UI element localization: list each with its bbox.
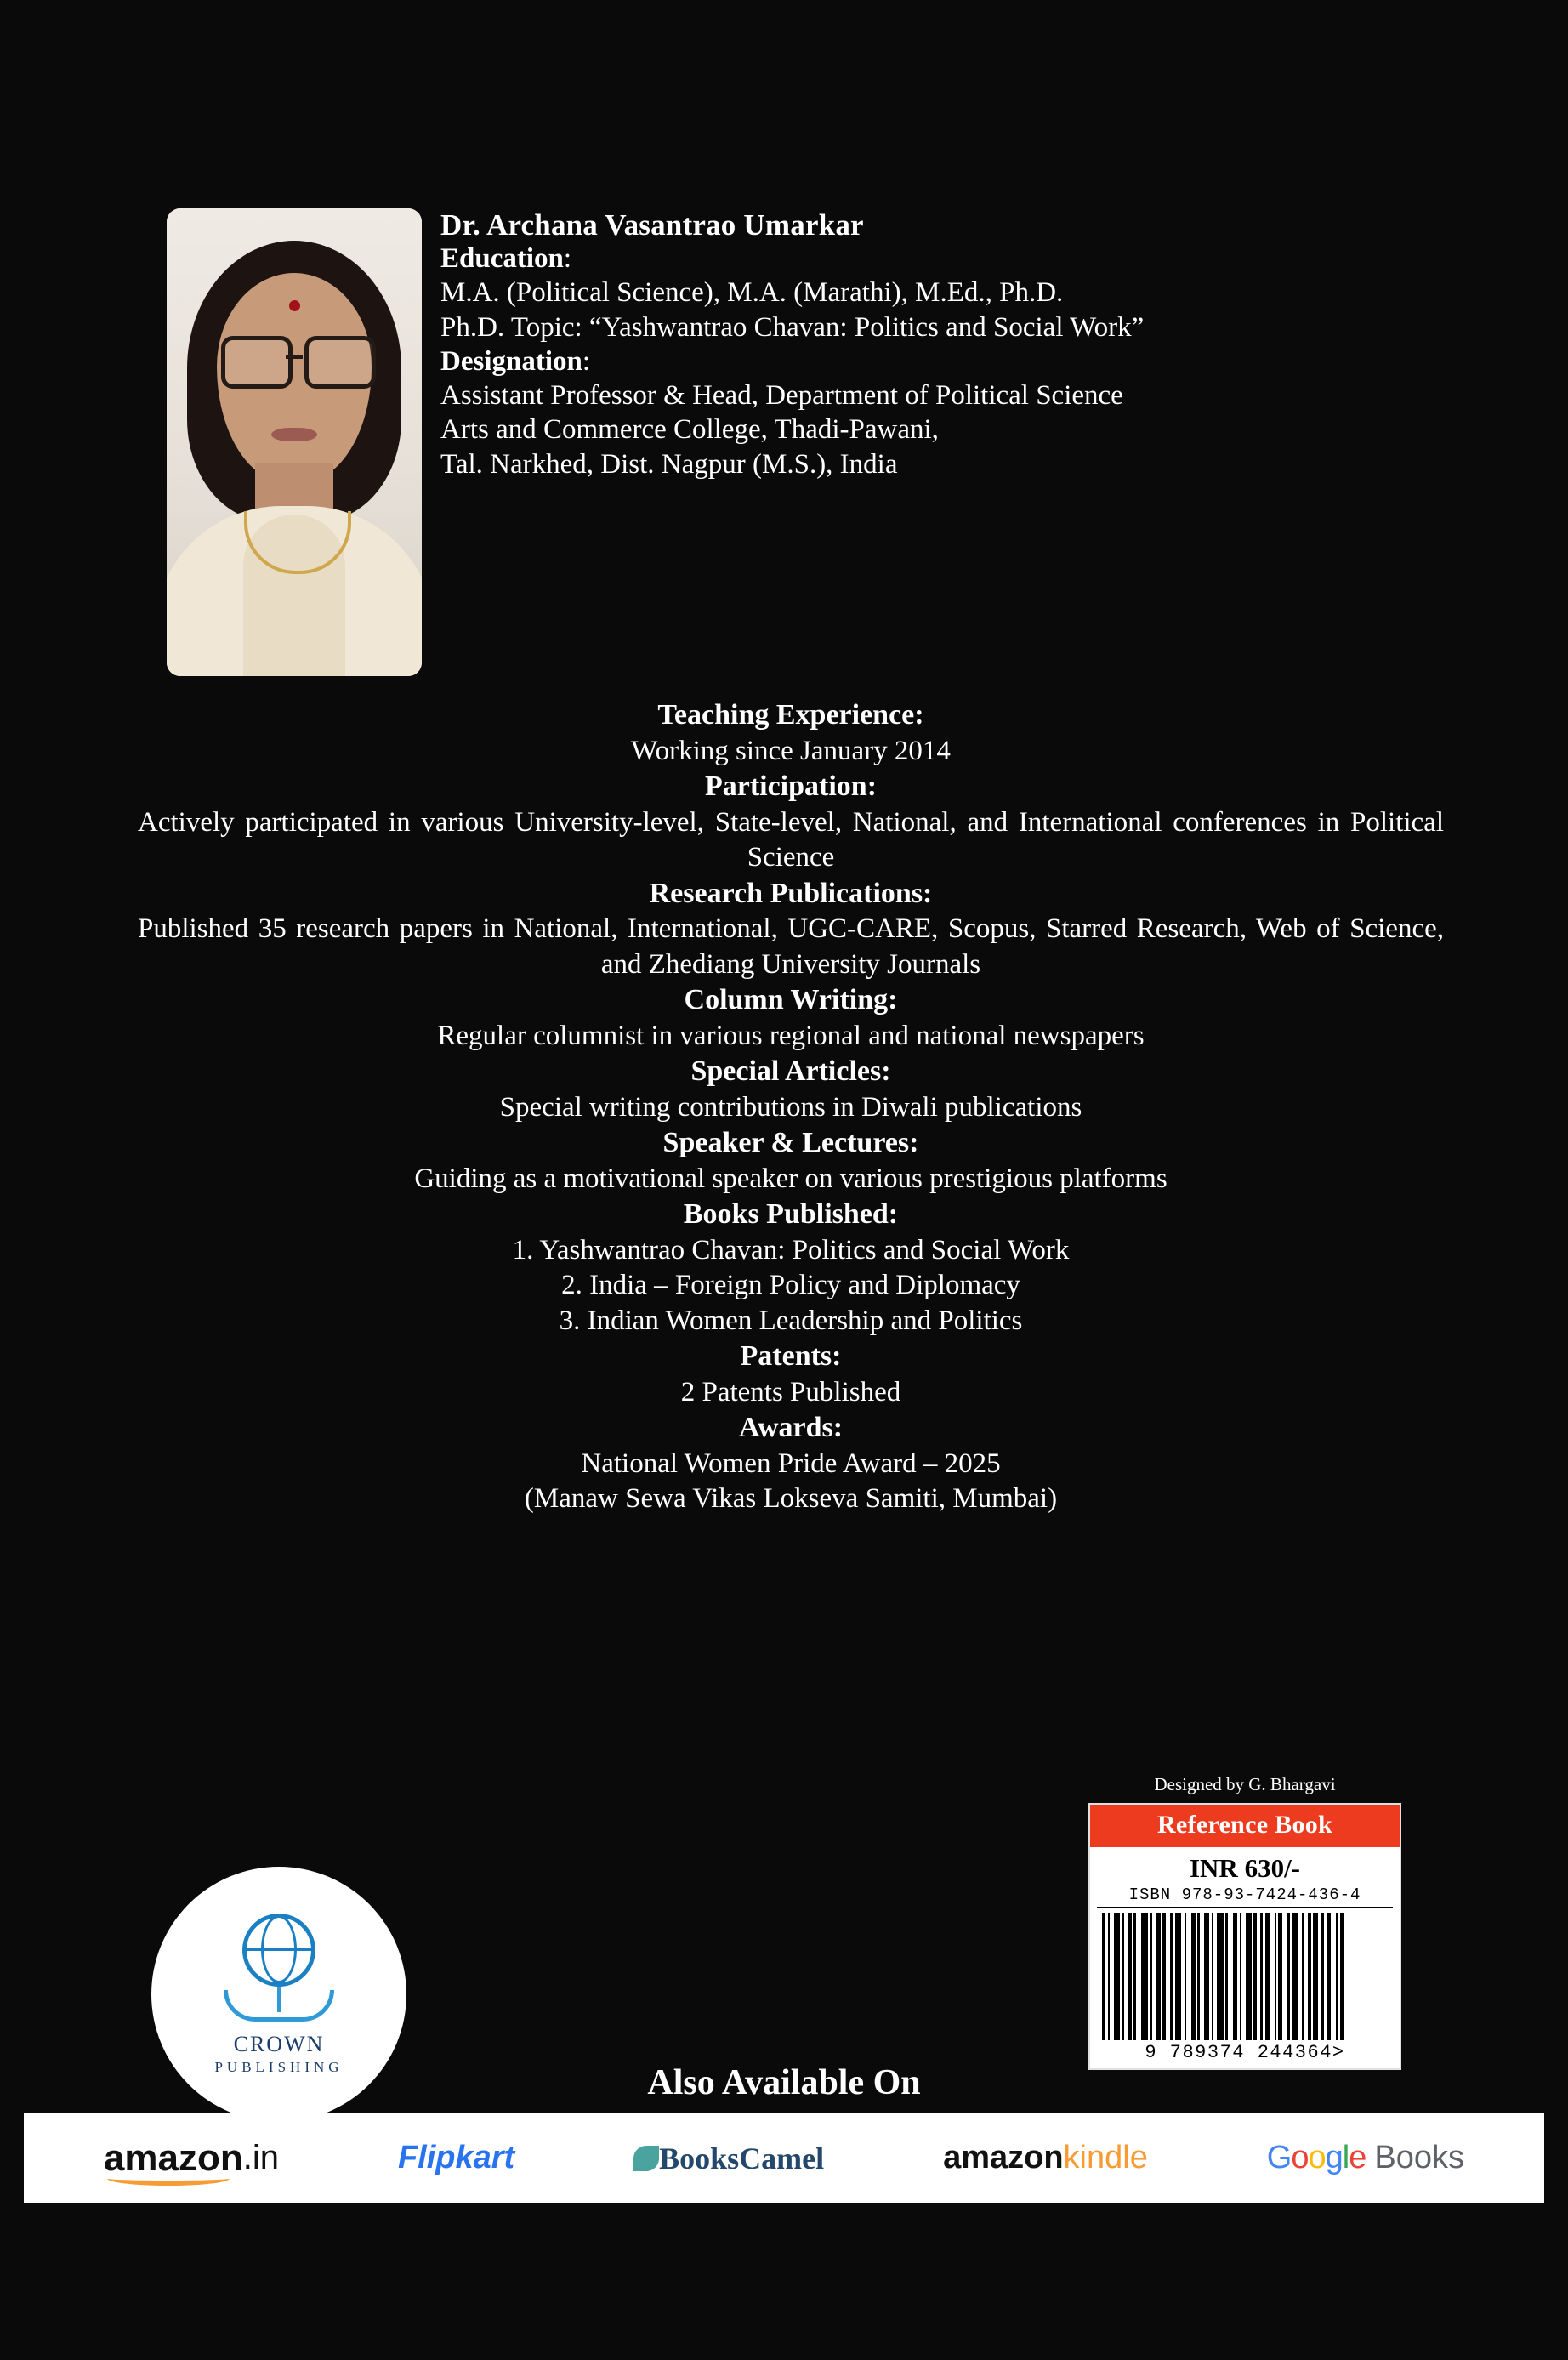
section-heading-teaching: Teaching Experience: (657, 699, 924, 731)
section-heading-books: Books Published: (683, 1198, 899, 1231)
store-logo-bar (24, 2113, 1544, 2203)
author-photo (167, 208, 422, 676)
barcode-end-marker: > (1332, 2042, 1345, 2063)
store-amazon-in[interactable] (103, 2136, 280, 2179)
section-body-research: Published 35 research papers in National, International, UGC-CARE, Scopus, Starred Research, Web of Science, and Zhediang University Journals (138, 913, 1444, 980)
college-address: Tal. Narkhed, Dist. Nagpur (M.S.), India (440, 448, 898, 480)
section-heading-participation: Participation: (704, 771, 878, 803)
portrait-lips (271, 428, 317, 441)
section-body-column: Regular columnist in various regional and national newspapers (437, 1020, 1145, 1051)
section-body-participation: Actively participated in various University-level, State-level, National, and International conferences in Political Science (138, 806, 1444, 873)
phd-topic: Ph.D. Topic: “Yashwantrao Chavan: Politics and Social Work” (440, 311, 1145, 343)
list-item: 3. Indian Women Leadership and Politics (559, 1305, 1023, 1336)
portrait-bindi (289, 300, 300, 311)
publisher-subtitle: PUBLISHING (214, 2058, 344, 2075)
portrait-glasses-left (221, 336, 293, 389)
section-heading-speaker: Speaker & Lectures: (662, 1127, 919, 1159)
store-bookscamel[interactable] (633, 2141, 824, 2176)
portrait-image (167, 208, 422, 676)
google-wordmark: Google (1266, 2140, 1366, 2175)
leaf-icon (633, 2146, 659, 2171)
google-books-word: Books (1374, 2140, 1464, 2175)
bookscamel-wordmark: BooksCamel (659, 2141, 825, 2175)
books-list (128, 1233, 1454, 1339)
colon: : (563, 243, 572, 275)
also-available-title: Also Available On (647, 2063, 921, 2102)
list-item: 2. India – Foreign Policy and Diplomacy (561, 1270, 1020, 1301)
category-badge: Reference Book (1090, 1805, 1400, 1847)
amazon-wordmark: amazon (103, 2136, 243, 2179)
education-value: M.A. (Political Science), M.A. (Marathi), M.Ed., Ph.D. (440, 277, 1064, 309)
section-heading-awards: Awards: (738, 1412, 844, 1444)
author-block (167, 208, 1412, 676)
open-book-icon (224, 1990, 334, 2022)
section-heading-research: Research Publications: (649, 877, 933, 909)
barcode-image (1102, 1913, 1388, 2040)
portrait-glasses-right (304, 336, 376, 389)
author-details (440, 208, 1412, 481)
section-body-articles: Special writing contributions in Diwali publications (499, 1091, 1082, 1123)
college-name: Arts and Commerce College, Thadi-Pawani, (440, 414, 939, 446)
award-line-1: National Women Pride Award – 2025 (581, 1447, 1001, 1479)
flipkart-wordmark: Flipkart (397, 2140, 515, 2175)
award-line-2: (Manaw Sewa Vikas Lokseva Samiti, Mumbai) (524, 1483, 1058, 1515)
publisher-name: CROWN (233, 2031, 325, 2056)
price-barcode-box (1088, 1803, 1401, 2070)
section-body-teaching: Working since January 2014 (631, 735, 951, 766)
list-item: 1. Yashwantrao Chavan: Politics and Social Work (512, 1234, 1070, 1265)
amazon-tld: .in (242, 2139, 280, 2176)
education-row (440, 242, 1412, 276)
designed-by-credit: Designed by G. Bhargavi (1154, 1774, 1336, 1794)
price-label: INR 630/- (1189, 1853, 1301, 1883)
author-name: Dr. Archana Vasantrao Umarkar (440, 208, 864, 242)
section-heading-column: Column Writing: (684, 984, 898, 1015)
section-heading-patents: Patents: (740, 1340, 842, 1373)
isbn-digits: 9 789374 244364 (1145, 2042, 1332, 2063)
section-body-speaker: Guiding as a motivational speaker on various prestigious platforms (414, 1163, 1167, 1194)
kindle-amazon-word: amazon (943, 2140, 1064, 2175)
designation-row (440, 344, 1412, 378)
section-heading-articles: Special Articles: (690, 1055, 891, 1088)
store-google-books[interactable] (1267, 2140, 1464, 2176)
colon2: : (582, 345, 591, 377)
isbn-text: ISBN 978-93-7424-436-4 (1097, 1885, 1393, 1908)
designation-label: Designation (440, 345, 582, 377)
education-label: Education (440, 243, 564, 275)
profile-sections (128, 697, 1454, 1517)
isbn-number (1090, 2040, 1400, 2063)
store-flipkart[interactable] (398, 2140, 514, 2176)
section-body-patents: 2 Patents Published (680, 1376, 901, 1407)
portrait-glasses-bridge (286, 355, 303, 359)
store-amazon-kindle[interactable] (943, 2140, 1148, 2176)
kindle-word: kindle (1063, 2140, 1148, 2175)
designation-value: Assistant Professor & Head, Department of Political Science (440, 380, 1123, 412)
globe-icon (242, 1914, 315, 1987)
